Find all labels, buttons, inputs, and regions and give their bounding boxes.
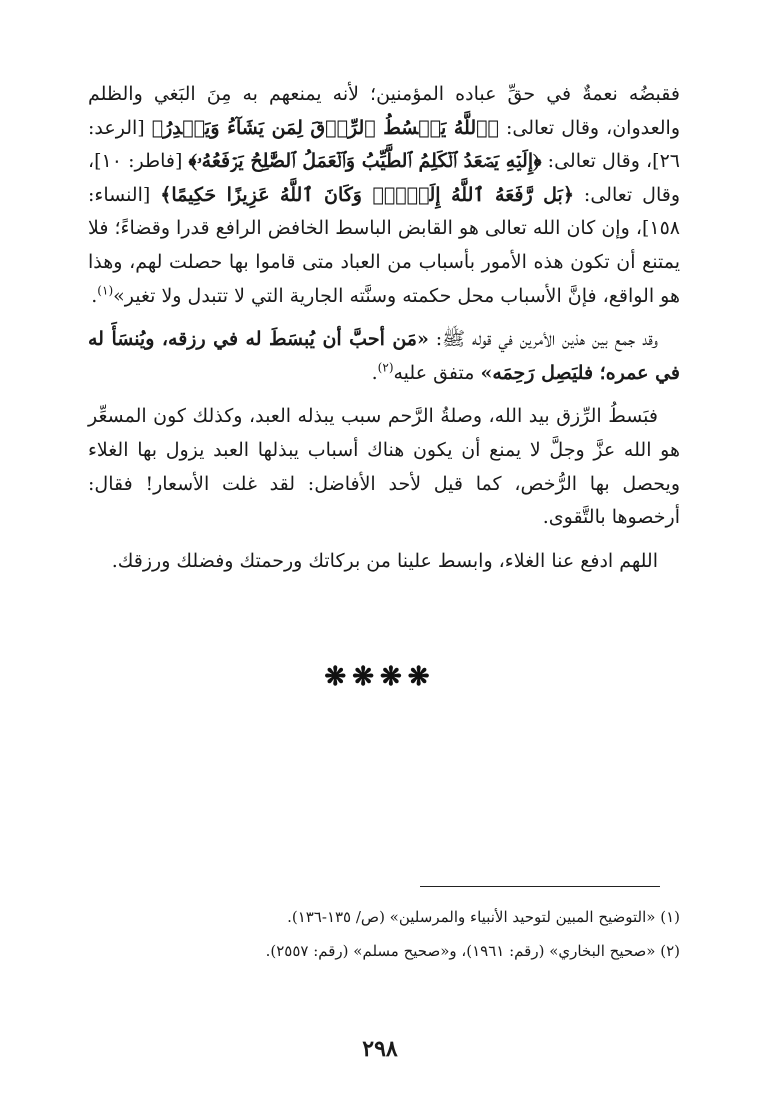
para2-end: . (371, 361, 378, 384)
para2-text-2: متفق عليه (393, 361, 481, 384)
section-separator: ❋❋❋❋ (324, 662, 436, 692)
footnote-2: (٢) «صحيح البخاري» (رقم: ١٩٦١)، و«صحيح مسلم» (رقم: ٢٥٥٧). (265, 942, 680, 960)
para1-end: . (91, 284, 98, 307)
footnote-divider (420, 886, 660, 887)
para1-text-2: [النساء: ١٥٨]، وإن كان الله تعالى هو القابض الباسط الخافض الرافع قدرا وقضاءً؛ فلا يمتنع أن تكون هذه الأمور بأسباب من العباد متى قاموا بها حصلت لهم، وهذا هو الواقع، فإنَّ الأسباب محل حكمته وسنَّته الجارية التي لا تتبدل ولا تغير» (88, 183, 680, 307)
quran-verse-1: ﴿ٱللَّهُ يَبۡسُطُ ٱلرِّزۡقَ لِمَن يَشَآءُ وَيَقۡدِرُ﴾ (151, 116, 499, 139)
para1-text-1: فقبضُه نعمةٌ في حقِّ عباده المؤمنين؛ لأنه يمنعهم به مِنَ البَغي والظلم والعدوان، وقال تعالى: (88, 83, 680, 139)
footnote-1: (١) «التوضيح المبين لتوحيد الأنبياء والمرسلين» (ص/ ١٣٥-١٣٦). (287, 908, 680, 926)
paragraph-4: اللهم ادفع عنا الغلاء، وابسط علينا من بركاتك ورحمتك وفضلك ورزقك. (111, 549, 658, 572)
footnotes (88, 900, 680, 968)
para1-reference-1: [الرعد: ٢٦]، وقال تعالى: (88, 116, 681, 173)
paragraph-2 (88, 323, 680, 390)
footnote-marker-2[interactable]: (٢) (377, 360, 394, 375)
hadith-quote: «مَن أحبَّ أن يُبسَطَ له في رزقه، ويُنسَأَ له في عمره؛ فليَصِل رَحِمَه» (88, 328, 680, 384)
main-text (88, 78, 680, 588)
para1-reference-2: [فاطر: ١٠]، وقال تعالى: (88, 150, 681, 206)
page-number: ٢٩٨ (362, 1036, 398, 1062)
paragraph-3: فبَسطُ الرِّزق بيد الله، وصلةُ الرَّحم سبب يبذله العبد، وكذلك كون المسعِّر هو الله عزَّ وجلَّ لا يمنع أن يكون هناك أسباب يبذلها العبد يزول بها الغلاء ويحصل بها الرُّخص، كما قيل لأحد الأفاضل: لقد غلت الأسعار! فقال: أرخصوها بالتَّقوى. (88, 405, 680, 529)
footnote-marker-1[interactable]: (١) (97, 283, 114, 298)
para2-text-1: وقد جمع بين هذين الأمرين في قوله ﷺ: (428, 328, 658, 351)
quran-verse-3: ﴿بَل رَّفَعَهُ ٱللَّهُ إِلَيۡهِۚ وَكَانَ ٱللَّهُ عَزِيزًا حَكِيمًا﴾ (160, 183, 574, 206)
paragraph-1 (88, 78, 680, 313)
quran-verse-2: ﴿إِلَيۡهِ يَصۡعَدُ ٱلۡكَلِمُ ٱلطَّيِّبُ وَٱلۡعَمَلُ ٱلصَّٰلِحُ يَرۡفَعُهُۥ﴾ (188, 150, 542, 173)
